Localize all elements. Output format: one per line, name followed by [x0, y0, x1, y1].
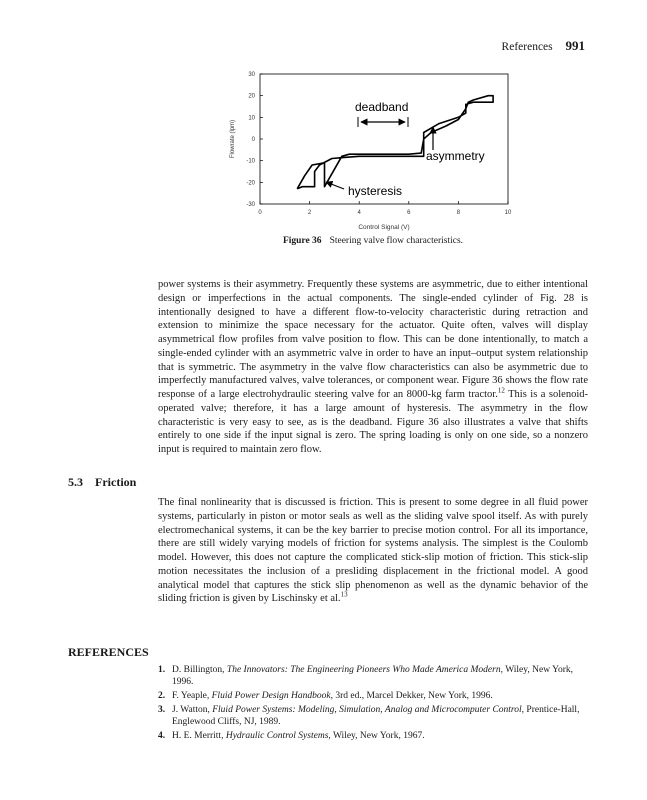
reference-title: The Innovators: The Engineering Pioneers Who Made America Modern,: [226, 665, 503, 675]
references-heading: REFERENCES: [68, 645, 149, 659]
x-tick-label: 8: [456, 210, 461, 216]
section-number: 5.3: [68, 475, 83, 489]
reference-item: [158, 704, 588, 728]
hysteresis-arrow: [326, 182, 344, 189]
y-tick-label: -30: [246, 202, 255, 208]
reference-item: [158, 664, 588, 688]
reference-item: [158, 690, 588, 702]
running-title: References: [501, 41, 553, 53]
reference-list: [158, 664, 588, 744]
reference-authors: D. Billington,: [172, 665, 227, 675]
reference-number: 2.: [158, 691, 166, 701]
paragraph-text: This is a solenoid-operated valve; therefore, it has a large amount of hysteresis. The asymmetry in the flow characteristic is very easy to see, as is the deadband. Figure 36 also illustrates a valve that shifts entirely to one side if the input signal is zero. The spring loading is only on one side, so a nonzero input is required to maintain zero flow.: [158, 389, 588, 455]
citation-superscript: 12: [497, 386, 505, 395]
reference-publisher: Wiley, New York, 1996.: [172, 665, 574, 687]
x-tick-label: 4: [357, 210, 361, 216]
paragraph-text: The final nonlinearity that is discussed is friction. This is present to some degree in all fluid power systems, particularly in piston or motor seals as well as the sliding valve spool itself. As with purely electromechanical systems, it can be the key barrier to precise motion control. For all its importance, there are still widely varying models of friction for systems analysis. The simplest is the Coulomb model. However, this does not capture the complicated stick-slip motion of friction. This stick-slip motion necessitates the inclusion of a presliding displacement in the frictional model. A good analytical model that captures the stick slip phenomenon as well as the dynamic behavior of the sliding friction is given by Lischinsky et al.: [158, 497, 588, 605]
reference-publisher: Prentice-Hall, Englewood Cliffs, NJ, 1989.: [172, 705, 580, 727]
reference-title: Hydraulic Control Systems,: [225, 731, 331, 741]
reference-publisher: Wiley, New York, 1967.: [330, 731, 425, 741]
reference-item: [158, 730, 588, 742]
hysteresis-label: hysteresis: [348, 184, 403, 198]
x-tick-label: 10: [504, 210, 512, 216]
reference-authors: J. Watton,: [172, 705, 213, 715]
figure-caption: [158, 236, 588, 246]
y-tick-label: 20: [248, 93, 255, 100]
reference-title: Fluid Power Design Handbook,: [211, 691, 334, 701]
body-paragraph-friction: [158, 496, 588, 606]
x-tick-label: 2: [307, 210, 312, 216]
deadband-label: deadband: [355, 100, 409, 114]
reference-number: 1.: [158, 665, 166, 675]
y-axis-label: Flowrate (lpm): [230, 119, 236, 159]
y-tick-label: 10: [248, 115, 255, 122]
section-heading: [68, 475, 136, 490]
section-title: Friction: [95, 475, 137, 489]
running-head: [502, 38, 585, 54]
reference-publisher: 3rd ed., Marcel Dekker, New York, 1996.: [333, 691, 493, 701]
x-tick-label: 0: [258, 210, 262, 216]
flow-characteristic-chart: [220, 62, 520, 234]
y-tick-label: 0: [251, 137, 255, 143]
reference-authors: H. E. Merritt,: [172, 731, 226, 741]
figure-caption-text: Steering valve flow characteristics.: [329, 236, 464, 246]
reference-title: Fluid Power Systems: Modeling, Simulation, Analog and Microcomputer Control,: [212, 705, 525, 715]
reference-number: 3.: [158, 705, 166, 715]
reference-number: 4.: [158, 731, 166, 741]
asymmetry-label: asymmetry: [426, 149, 485, 163]
reference-authors: F. Yeaple,: [172, 691, 212, 701]
body-paragraph-asymmetry: [158, 278, 588, 457]
figure-label: Figure 36: [282, 236, 322, 246]
x-tick-label: 6: [407, 210, 411, 216]
page-number: 991: [565, 38, 585, 53]
y-tick-label: -20: [246, 180, 255, 187]
paragraph-text: power systems is their asymmetry. Frequently these systems are asymmetric, due to either intentional design or imperfections in the actual components. The single-ended cylinder of Fig. 28 is intentionally designed to have a different flow-to-velocity characteristic during retraction and extension to minimize the space necessary for the actuator. Quite often, valves will display asymmetrical flow profiles from valve position to flow. This can be done intentionally, to match a single-ended cylinder with an asymmetric valve in order to have an input–output system relationship that is symmetric. The asymmetry in the valve flow characteristics can also be asymmetric due to imperfectly manufactured valves, valve tolerances, or component wear. Figure 36 shows the flow rate response of a large electrohydraulic steering valve for an 8000-kg farm tractor.: [158, 279, 588, 400]
y-tick-label: 30: [248, 72, 255, 78]
y-tick-label: -10: [246, 158, 255, 165]
x-axis-label: Control Signal (V): [358, 224, 410, 231]
citation-superscript: 13: [340, 590, 348, 599]
